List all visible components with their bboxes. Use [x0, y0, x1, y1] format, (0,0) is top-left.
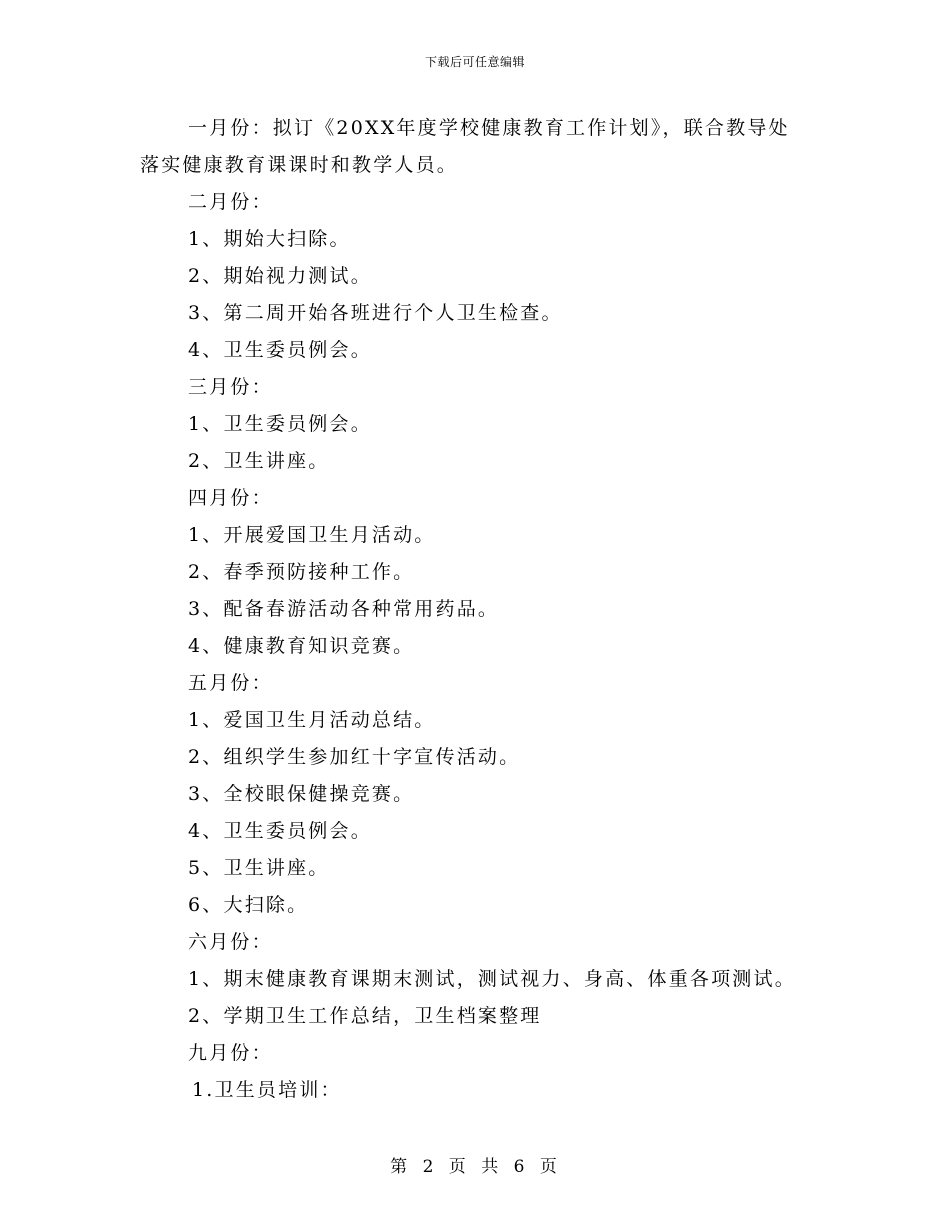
document-body: [140, 110, 820, 1109]
list-item: 1、卫生委员例会。: [188, 413, 372, 435]
list-item: 2、春季预防接种工作。: [188, 561, 415, 583]
list-item: 1、爱国卫生月活动总结。: [188, 709, 436, 731]
month-heading-sep: 九月份：: [188, 1042, 273, 1064]
list-item: 3、第二周开始各班进行个人卫生检查。: [188, 302, 563, 324]
list-item: 4、卫生委员例会。: [188, 339, 372, 361]
list-item: 1.卫生员培训：: [192, 1079, 342, 1101]
month-heading-may: 五月份：: [188, 672, 273, 694]
list-item: 2、学期卫生工作总结，卫生档案整理: [188, 1005, 542, 1027]
list-item: 4、健康教育知识竞赛。: [188, 635, 415, 657]
list-item: 3、配备春游活动各种常用药品。: [188, 598, 500, 620]
list-item: 1、期末健康教育课期末测试，测试视力、身高、体重各项测试。: [188, 968, 796, 990]
list-item: 6、大扫除。: [188, 894, 309, 916]
intro-paragraph-line-2: 落实健康教育课课时和教学人员。: [140, 154, 459, 176]
month-heading-mar: 三月份：: [188, 376, 273, 398]
list-item: 4、卫生委员例会。: [188, 820, 372, 842]
page-number-footer: 第 2 页 共 6 页: [390, 1157, 560, 1177]
list-item: 3、全校眼保健操竞赛。: [188, 783, 415, 805]
month-heading-feb: 二月份：: [188, 191, 273, 213]
list-item: 1、开展爱国卫生月活动。: [188, 524, 436, 546]
month-heading-apr: 四月份：: [188, 487, 273, 509]
intro-paragraph-line-1: 一月份：拟订《20XX年度学校健康教育工作计划》，联合教导处: [188, 117, 790, 139]
page-header: 下载后可任意编辑: [424, 55, 525, 69]
list-item: 1、期始大扫除。: [188, 228, 351, 250]
list-item: 5、卫生讲座。: [188, 857, 330, 879]
month-heading-jun: 六月份：: [188, 931, 273, 953]
list-item: 2、卫生讲座。: [188, 450, 330, 472]
list-item: 2、期始视力测试。: [188, 265, 372, 287]
list-item: 2、组织学生参加红十字宣传活动。: [188, 746, 521, 768]
